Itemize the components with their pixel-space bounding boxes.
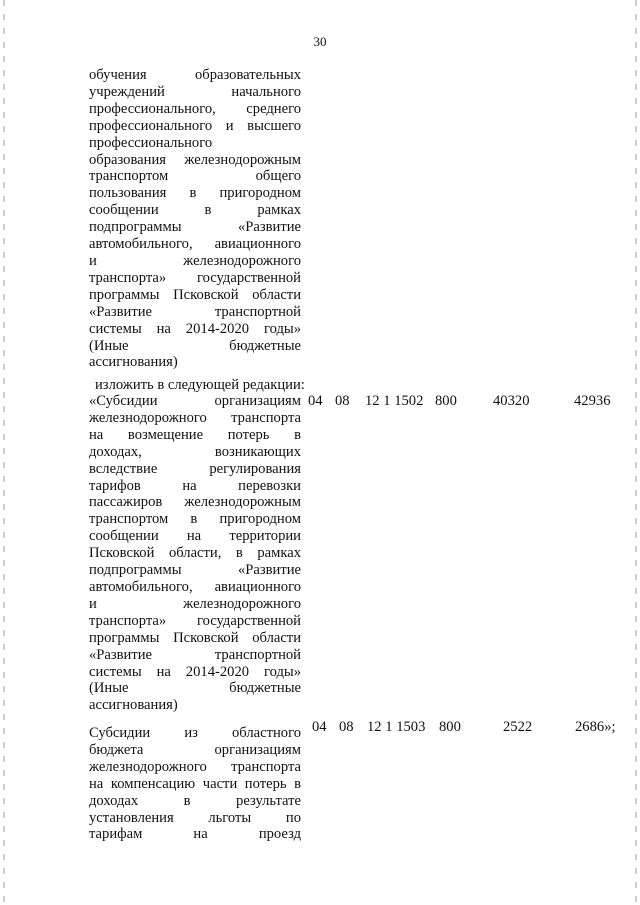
text-line: тарифам на проезд	[89, 826, 301, 843]
text-line: «Развитие транспортной	[89, 646, 301, 663]
text-line: транспортом в пригородном	[89, 511, 301, 528]
expense-type-code: 800	[439, 719, 461, 735]
table-row-description	[89, 725, 301, 843]
subsection-code: 08	[339, 719, 354, 735]
text-line: железнодорожного транспорта	[89, 409, 301, 426]
text-line: установления льготы по	[89, 809, 301, 826]
text-line: бюджета организациям	[89, 741, 301, 758]
text-line: сообщении на территории	[89, 528, 301, 545]
text-line: на возмещение потерь в	[89, 426, 301, 443]
text-line: системы на 2014-2020 годы»	[89, 320, 301, 337]
text-line: «Субсидии организациям	[89, 393, 301, 409]
text-line: пассажиров железнодорожным	[89, 494, 301, 511]
amount-year-1: 40320	[493, 393, 530, 409]
text-line: профессионального, среднего	[89, 100, 301, 117]
text-line: доходах в результате	[89, 792, 301, 809]
amount-year-1: 2522	[503, 719, 533, 735]
text-line: программы Псковской области	[89, 629, 301, 646]
text-line: и железнодорожного	[89, 252, 301, 269]
text-line: транспорта» государственной	[89, 269, 301, 286]
text-line: подпрограммы «Развитие	[89, 562, 301, 579]
text-line: образования железнодорожным	[89, 151, 301, 168]
subsection-code: 08	[335, 393, 350, 409]
text-line: пользования в пригородном	[89, 185, 301, 202]
scan-edge-left	[3, 0, 5, 905]
text-line: профессионального	[89, 134, 213, 151]
text-line: учреждений начального	[89, 83, 301, 100]
text-line: системы на 2014-2020 годы»	[89, 663, 301, 680]
text-line: на компенсацию части потерь в	[89, 775, 301, 792]
target-article-code: 12 1 1503	[367, 719, 426, 735]
text-line: транспорта» государственной	[89, 612, 301, 629]
text-line: (Иные бюджетные	[89, 680, 301, 697]
amendment-intro: изложить в следующей редакции:	[95, 377, 305, 393]
page-number: 30	[313, 34, 327, 49]
text-line: ассигнования)	[89, 697, 178, 714]
text-line: автомобильного, авиационного	[89, 236, 301, 253]
text-line: профессионального и высшего	[89, 117, 301, 134]
text-line: доходах, возникающих	[89, 443, 301, 460]
text-line: программы Псковской области	[89, 286, 301, 303]
expense-type-code: 800	[435, 393, 457, 409]
amount-year-2: 2686»;	[575, 719, 616, 735]
table-row-description	[89, 393, 301, 714]
section-code: 04	[308, 393, 323, 409]
text-line: обучения образовательных	[89, 67, 301, 83]
previous-row-description	[89, 67, 301, 371]
text-line: железнодорожного транспорта	[89, 758, 301, 775]
section-code: 04	[312, 719, 327, 735]
text-line: «Развитие транспортной	[89, 303, 301, 320]
text-line: сообщении в рамках	[89, 202, 301, 219]
text-line: и железнодорожного	[89, 595, 301, 612]
text-line: автомобильного, авиационного	[89, 578, 301, 595]
scan-edge-right	[635, 0, 637, 905]
text-line: подпрограммы «Развитие	[89, 219, 301, 236]
text-line: тарифов на перевозки	[89, 477, 301, 494]
text-line: (Иные бюджетные	[89, 337, 301, 354]
text-line: ассигнования)	[89, 354, 178, 371]
text-line: вследствие регулирования	[89, 460, 301, 477]
text-line: Псковской области, в рамках	[89, 545, 301, 562]
text-line: Субсидии из областного	[89, 725, 301, 741]
amount-year-2: 42936	[574, 393, 611, 409]
target-article-code: 12 1 1502	[365, 393, 424, 409]
text-line: транспортом общего	[89, 168, 301, 185]
